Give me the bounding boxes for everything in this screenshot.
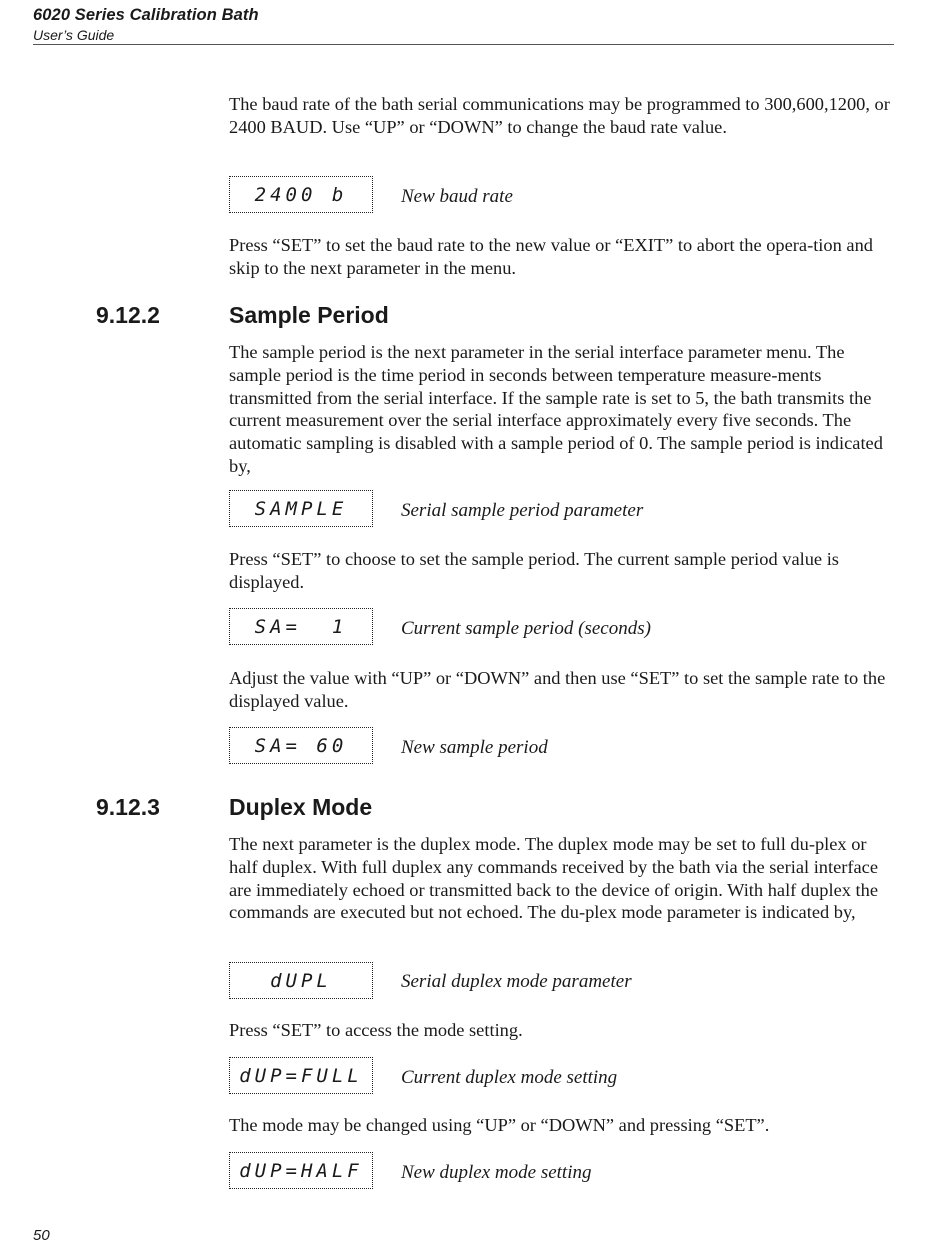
lcd-caption-sample-new: New sample period (401, 737, 548, 758)
lcd-caption-duplex-current: Current duplex mode setting (401, 1067, 618, 1088)
lcd-display-sample-new: SA= 60 (229, 727, 373, 764)
sample-intro-paragraph: The sample period is the next parameter in the serial interface parameter menu. The sample period is the time period in seconds between temperature measure-ments transmitted from the serial interface. If the sample rate is set to 5, the bath transmits the current measurement over the serial interface approximately every five seconds. The automatic sampling is disabled with a sample period of 0. The sample period is indicated by, (229, 342, 883, 476)
document-subtitle: User’s Guide (33, 27, 115, 43)
lcd-display-baud: 2400 b (229, 176, 373, 213)
baud-intro-paragraph: The baud rate of the bath serial communications may be programmed to 300,600,1200, or 2400 BAUD. Use “UP” or “DOWN” to change the baud rate value. (229, 94, 890, 137)
sample-adjust-paragraph: Adjust the value with “UP” or “DOWN” and then use “SET” to set the sample rate to the displayed value. (229, 668, 886, 711)
sample-set-paragraph: Press “SET” to choose to set the sample period. The current sample period value is displayed. (229, 549, 839, 592)
lcd-display-duplex-new: dUP=HALF (229, 1152, 373, 1189)
duplex-change-paragraph: The mode may be changed using “UP” or “DOWN” and pressing “SET”. (229, 1115, 770, 1135)
lcd-caption-baud: New baud rate (401, 186, 513, 207)
section-title-sample: Sample Period (229, 302, 389, 328)
lcd-display-sample: SAMPLE (229, 490, 373, 527)
header-divider (33, 44, 894, 45)
document-title: 6020 Series Calibration Bath (33, 6, 259, 24)
duplex-intro-paragraph: The next parameter is the duplex mode. The duplex mode may be set to full du-plex or half duplex. With full duplex any commands received by the bath via the serial interface are immediately echoed or transmitted back to the device of origin. With half duplex the commands are executed but not echoed. The du-plex mode parameter is indicated by, (229, 834, 879, 923)
baud-after-paragraph: Press “SET” to set the baud rate to the new value or “EXIT” to abort the opera-tion and skip to the next parameter in the menu. (229, 235, 873, 278)
lcd-caption-sample-current: Current sample period (seconds) (401, 618, 651, 639)
lcd-display-duplex-current: dUP=FULL (229, 1057, 373, 1094)
lcd-caption-duplex: Serial duplex mode parameter (401, 971, 632, 992)
page-number: 50 (33, 1227, 50, 1244)
lcd-display-sample-current: SA= 1 (229, 608, 373, 645)
lcd-caption-duplex-new: New duplex mode setting (401, 1162, 592, 1183)
section-number-duplex: 9.12.3 (96, 794, 160, 820)
duplex-access-paragraph: Press “SET” to access the mode setting. (229, 1020, 523, 1040)
section-title-duplex: Duplex Mode (229, 794, 373, 820)
section-number-sample: 9.12.2 (96, 302, 160, 328)
lcd-caption-sample: Serial sample period parameter (401, 500, 644, 521)
lcd-display-duplex: dUPL (229, 962, 373, 999)
